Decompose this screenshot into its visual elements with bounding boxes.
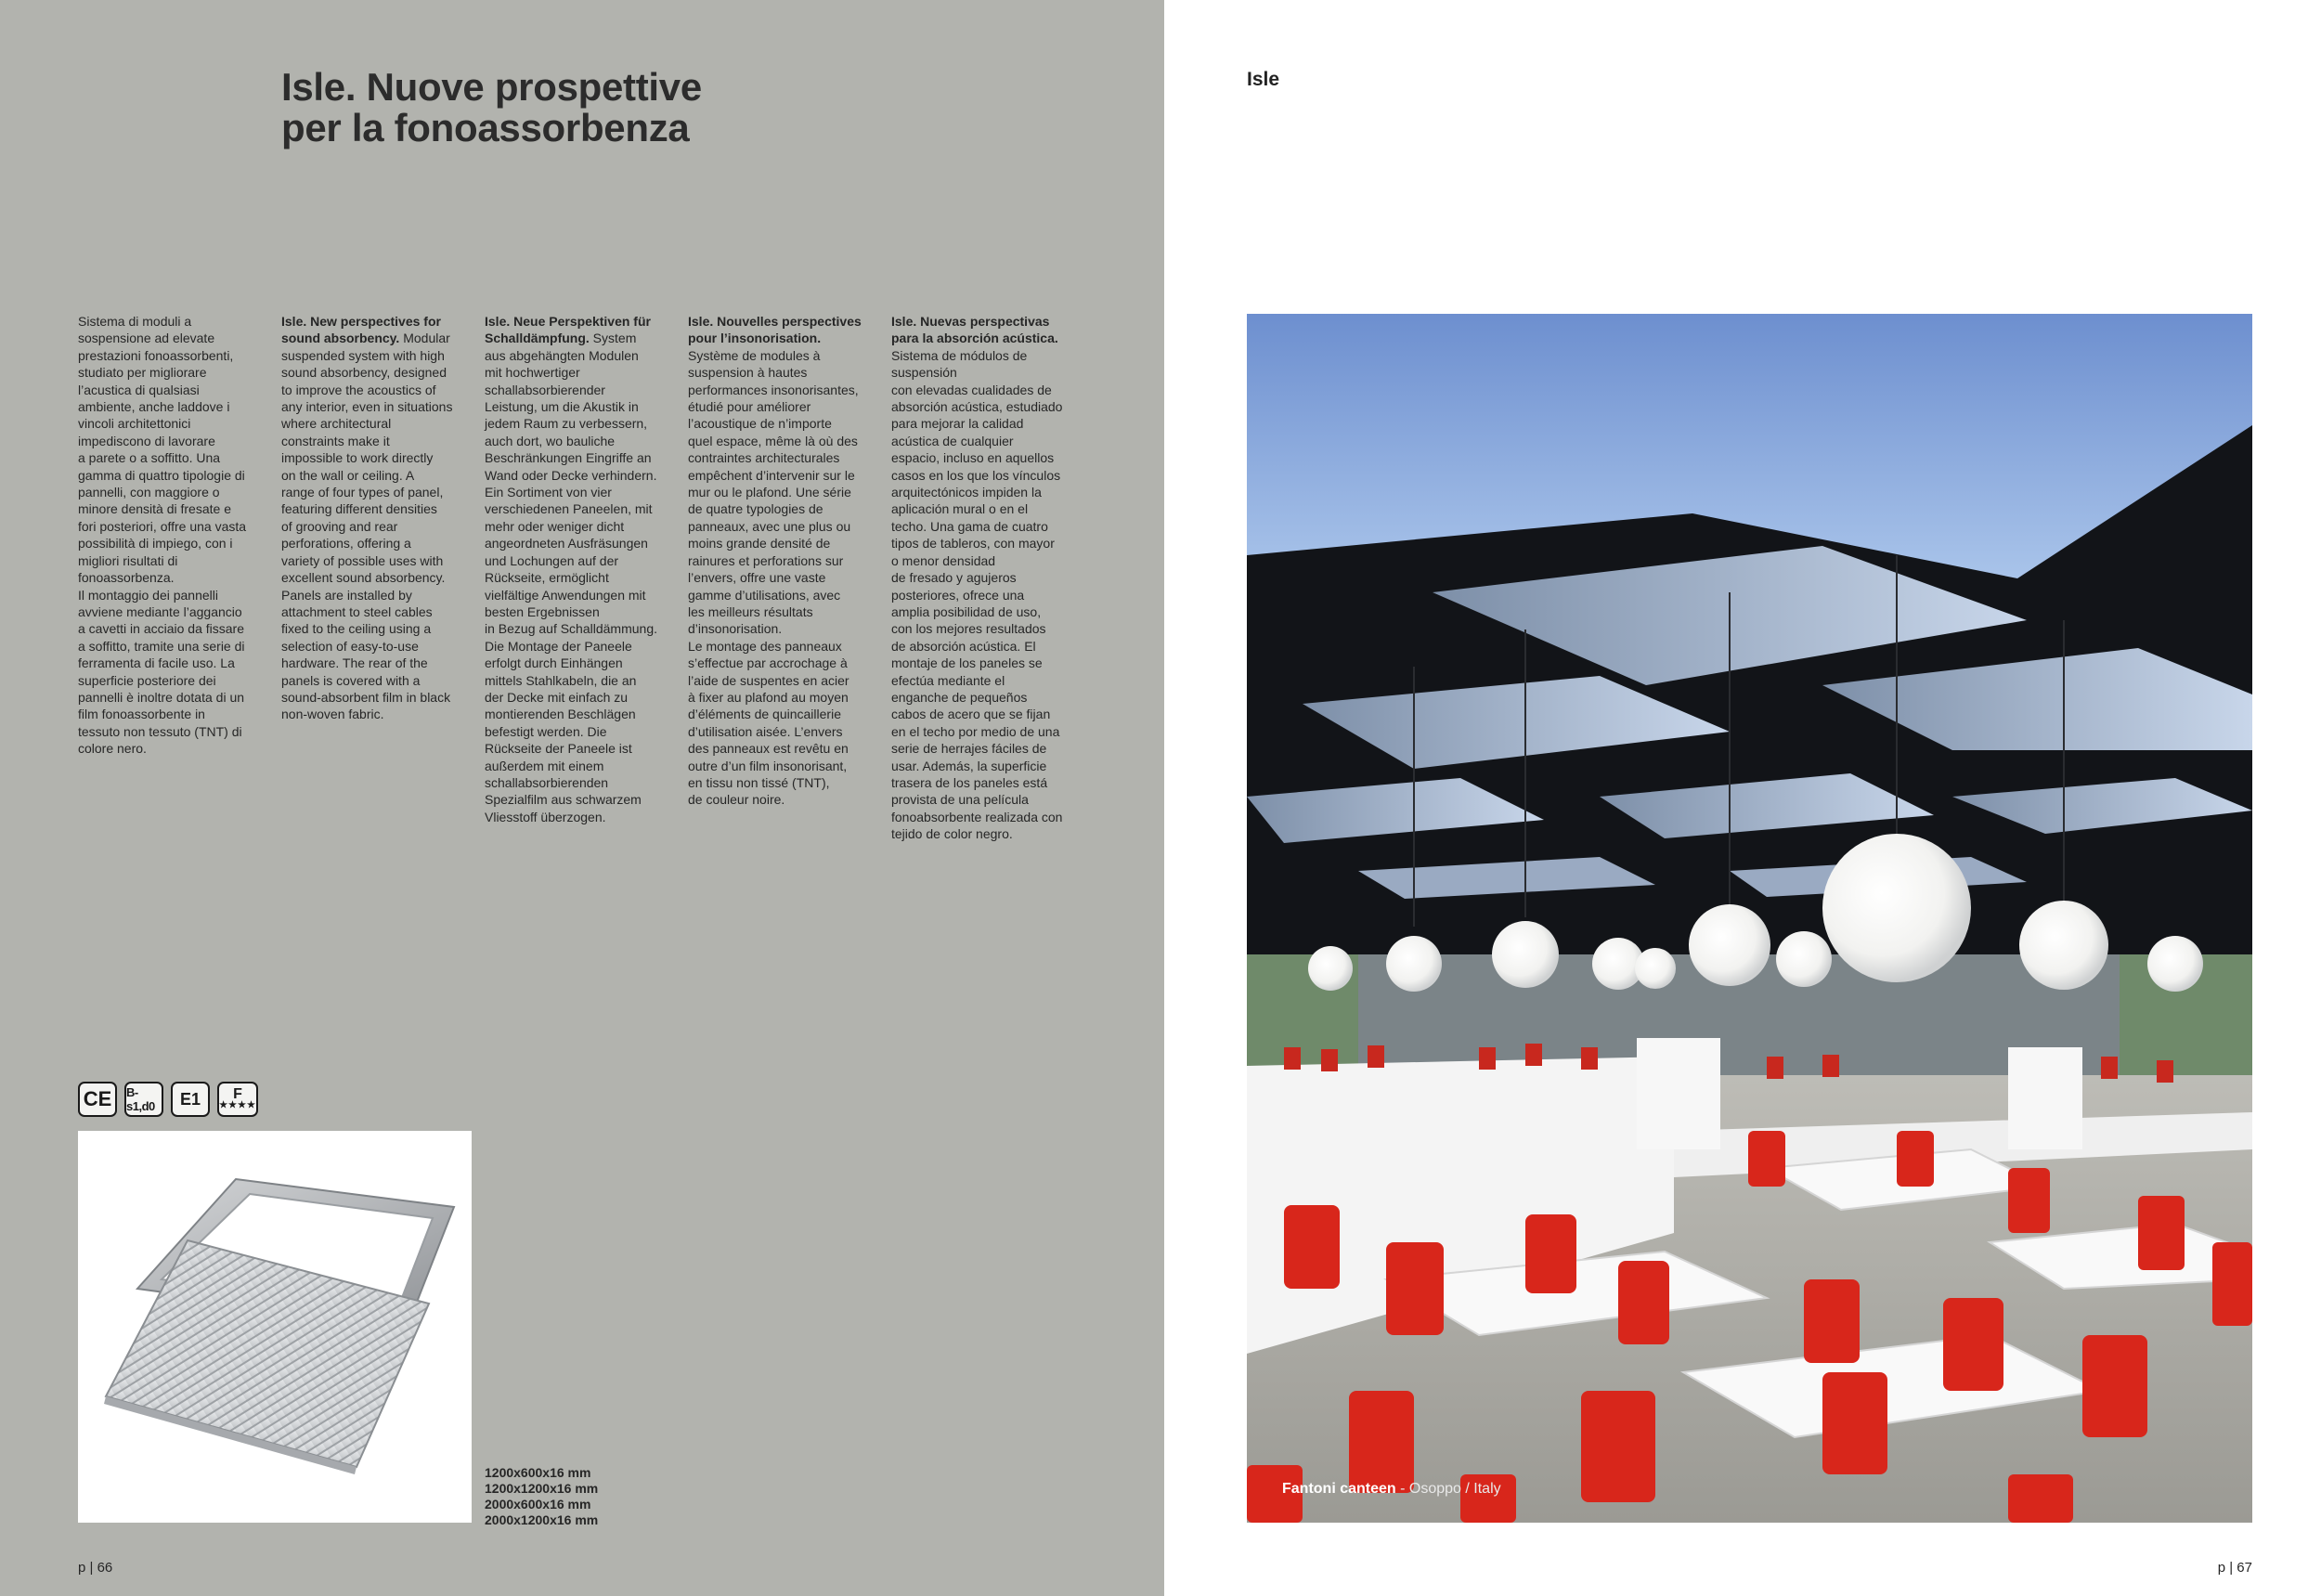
column-italian: Sistema di moduli a sospensione ad elevate prestazioni fonoassorbenti, studiato per migliorare l’acustica di qualsiasi ambiente, anche laddove i vincoli architettonici impediscono di lavorare a parete o a soffitto. Una gamma di quattro tipologie di pannelli, con maggiore o minore densità di fresate e fori posteriori, offre una vasta possibilità di impiego, con i migliori risultati di fonoassorbenza. Il montaggio dei pannelli avviene mediante l’aggancio a cavetti in acciaio da fissare a soffitto, tramite una serie di ferramenta di facile uso. La superficie posteriore dei pannelli è inoltre dotata di un film fonoassorbente in tessuto non tessuto (TNT) di colore nero. — [78, 314, 247, 757]
e1-emission-badge: E1 — [171, 1082, 210, 1117]
certification-badges — [78, 1082, 258, 1117]
column-spanish-heading: Isle. Nuevas perspectivas para la absorción acústica. — [891, 314, 1058, 346]
page-headline — [281, 67, 931, 149]
column-spanish-body: Sistema de módulos de suspensión con elevadas cualidades de absorción acústica, estudiado para mejorar la calidad acústica de cualquier espacio, incluso en aquellos casos en los que los vínculos arquitectónicos impiden la aplicación mural o en el techo. Una gama de cuatro tipos de tableros, con mayor o menor densidad de fresado y agujeros posteriores, ofrece una amplia posibilidad de uso, con los mejores resultados de absorción acústica. El montaje de los paneles se efectúa mediante el enganche de pequeños cabos de acero que se fijan en el techo por medio de una serie de herrajes fáciles de usar. Además, la superficie trasera de los paneles está provista de una película fonoabsorbente realizada con tejido de color negro. — [891, 347, 1063, 842]
column-english-heading: Isle. New perspectives for sound absorbency. — [281, 314, 441, 346]
column-french-body: Système de modules à suspension à hautes performances insonorisantes, étudié pour améliorer l’acoustique de n’importe quel espace, même là où des contraintes architecturales empêchent d’intervenir sur le mur ou le plafond. Une série de quatre typologies de panneaux, avec une plus ou moins grande densité de rainures et perforations sur l’envers, offre une vaste gamme d’utilisations, avec les meilleurs résultats d’insonorisation. Le montage des panneaux s’effectue par accrochage à l’aide de suspentes en acier à fixer au plafond au moyen d’éléments de quincaillerie d’utilisation aisée. L’envers des panneaux est revêtu en outre d’un film insonorisant, en tissu non tissé (TNT), de couleur noire. — [688, 347, 859, 808]
page-number-left: p | 66 — [78, 1560, 113, 1576]
product-panel-image — [78, 1131, 472, 1523]
dimension-2: 1200x1200x16 mm — [485, 1481, 599, 1496]
caption-location: - Osoppo / Italy — [1395, 1481, 1501, 1497]
column-english — [281, 313, 476, 723]
dimension-1: 1200x600x16 mm — [485, 1465, 591, 1480]
dimensions-list — [485, 1465, 598, 1528]
canteen-photo-illustration — [1247, 314, 2252, 1523]
canteen-photo — [1247, 314, 2252, 1523]
page-number-right: p | 67 — [2217, 1560, 2252, 1576]
dimension-4: 2000x1200x16 mm — [485, 1512, 599, 1527]
caption-venue: Fantoni canteen — [1282, 1481, 1396, 1497]
column-spanish — [891, 313, 1086, 843]
right-page-title: Isle — [1247, 69, 1280, 90]
dimension-3: 2000x600x16 mm — [485, 1497, 591, 1512]
ce-mark-badge: CE — [78, 1082, 117, 1117]
acoustic-panel-illustration — [78, 1131, 472, 1523]
column-english-body: Modular suspended system with high sound absorbency, designed to improve the acoustics of any interior, even in situations where architectural constraints make it impossible to work directly on the wall or ceiling. A range of four types of panel, featuring different densities of grooving and rear perforations, offering a variety of possible uses with excellent sound absorbency. Panels are installed by attachment to steel cables fixed to the ceiling using a selection of easy-to-use hardware. The rear of the panels is covered with a sound-absorbent film in black non-woven fabric. — [281, 331, 453, 722]
column-german — [485, 313, 680, 825]
column-french — [688, 313, 883, 809]
column-french-heading: Isle. Nouvelles perspectives pour l’insonorisation. — [688, 314, 862, 346]
headline-line-2: per la fonoassorbenza — [281, 106, 690, 149]
formaldehyde-letter: F — [233, 1086, 242, 1102]
headline-line-1: Isle. Nuove prospettive — [281, 65, 702, 109]
photo-caption — [1282, 1481, 1501, 1498]
column-german-heading: Isle. Neue Perspektiven für Schalldämpfung. — [485, 314, 651, 346]
formaldehyde-badge — [217, 1082, 258, 1117]
fire-class-badge: B-s1,d0 — [124, 1082, 163, 1117]
formaldehyde-stars: ★★★★ — [219, 1100, 256, 1110]
column-german-body: System aus abgehängten Modulen mit hochwertiger schallabsorbierender Leistung, um die Akustik in jedem Raum zu verbessern, auch dort, wo bauliche Beschränkungen Eingriffe an Wand oder Decke verhindern. Ein Sortiment von vier verschiedenen Paneelen, mit mehr oder weniger dicht angeordneten Ausfräsungen und Lochungen auf der Rückseite, ermöglicht vielfältige Anwendungen mit besten Ergebnissen in Bezug auf Schalldämmung. Die Montage der Paneele erfolgt durch Einhängen mittels Stahlkabeln, die an der Decke mit einfach zu montierenden Beschlägen befestigt werden. Die Rückseite der Paneele ist außerdem mit einem schallabsorbierenden Spezialfilm aus schwarzem Vliesstoff überzogen. — [485, 331, 657, 824]
